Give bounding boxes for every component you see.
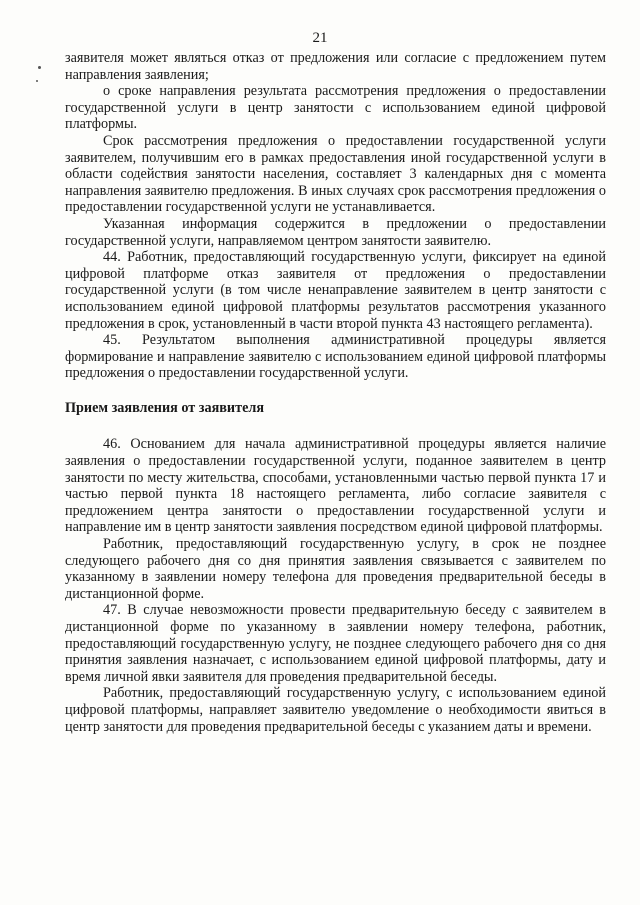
paragraph: Работник, предоставляющий государственную услугу, в срок не позднее следующего рабочего дня со дня принятия заявления связывается с заявителем по указанному в заявлении номеру телефона для проведения предварительной беседы в дистанционной форме.: [65, 536, 606, 602]
paragraph: 47. В случае невозможности провести предварительную беседу с заявителем в дистанционной форме по указанному в заявлении номеру телефона, работник, предоставляющий государственную услугу, не позднее следующего рабочего дня со дня принятия заявления назначает, с использованием единой цифровой платформы, дату и время личной явки заявителя для проведения предварительной беседы.: [65, 602, 606, 685]
document-body: [65, 50, 606, 735]
scan-speck: [36, 80, 38, 82]
paragraph: заявителя может являться отказ от предложения или согласие с предложением путем направления заявления;: [65, 50, 606, 83]
paragraph: Работник, предоставляющий государственную услугу, с использованием единой цифровой платформы, направляет заявителю уведомление о необходимости явиться в центр занятости для проведения предварительной беседы с указанием даты и времени.: [65, 685, 606, 735]
section-heading: Прием заявления от заявителя: [65, 399, 265, 416]
paragraph: Указанная информация содержится в предложении о предоставлении государственной услуги, направляемом центром занятости заявителю.: [65, 215, 606, 249]
page-number: 21: [312, 30, 328, 46]
scan-speck: [38, 66, 41, 69]
paragraph: о сроке направления результата рассмотрения предложения о предоставлении государственной услуги в центр занятости с использованием единой цифровой платформы.: [65, 83, 606, 133]
paragraph: 44. Работник, предоставляющий государственную услуги, фиксирует на единой цифровой платформе отказ заявителя от предложения о предоставлении государственной услуги (в том числе ненаправление заявителем в центр занятости с использованием единой цифровой платформы результатов рассмотрения указанного предложения в срок, установленный в части второй пункта 43 настоящего регламента).: [65, 249, 606, 332]
paragraph: 46. Основанием для начала административной процедуры является наличие заявления о предоставлении государственной услуги, поданное заявителем в центр занятости по месту жительства, способами, установленными частью первой пункта 17 и частью первой пункта 18 настоящего регламента, либо согласие заявителя с предложением центра занятости о предоставлении государственной услуги и направление им в центр занятости заявления посредством единой цифровой платформы.: [65, 436, 606, 536]
paragraph: 45. Результатом выполнения административной процедуры является формирование и направление заявителю с использованием единой цифровой платформы предложения о предоставлении государственной услуги.: [65, 332, 606, 382]
paragraph: Срок рассмотрения предложения о предоставлении государственной услуги заявителем, получившим его в рамках предоставления иной государственной услуги в области содействия занятости населения, составляет 3 календарных дня с момента направления заявителю предложения. В иных случаях срок рассмотрения предложения о предоставлении государственной услуги не устанавливается.: [65, 132, 606, 216]
